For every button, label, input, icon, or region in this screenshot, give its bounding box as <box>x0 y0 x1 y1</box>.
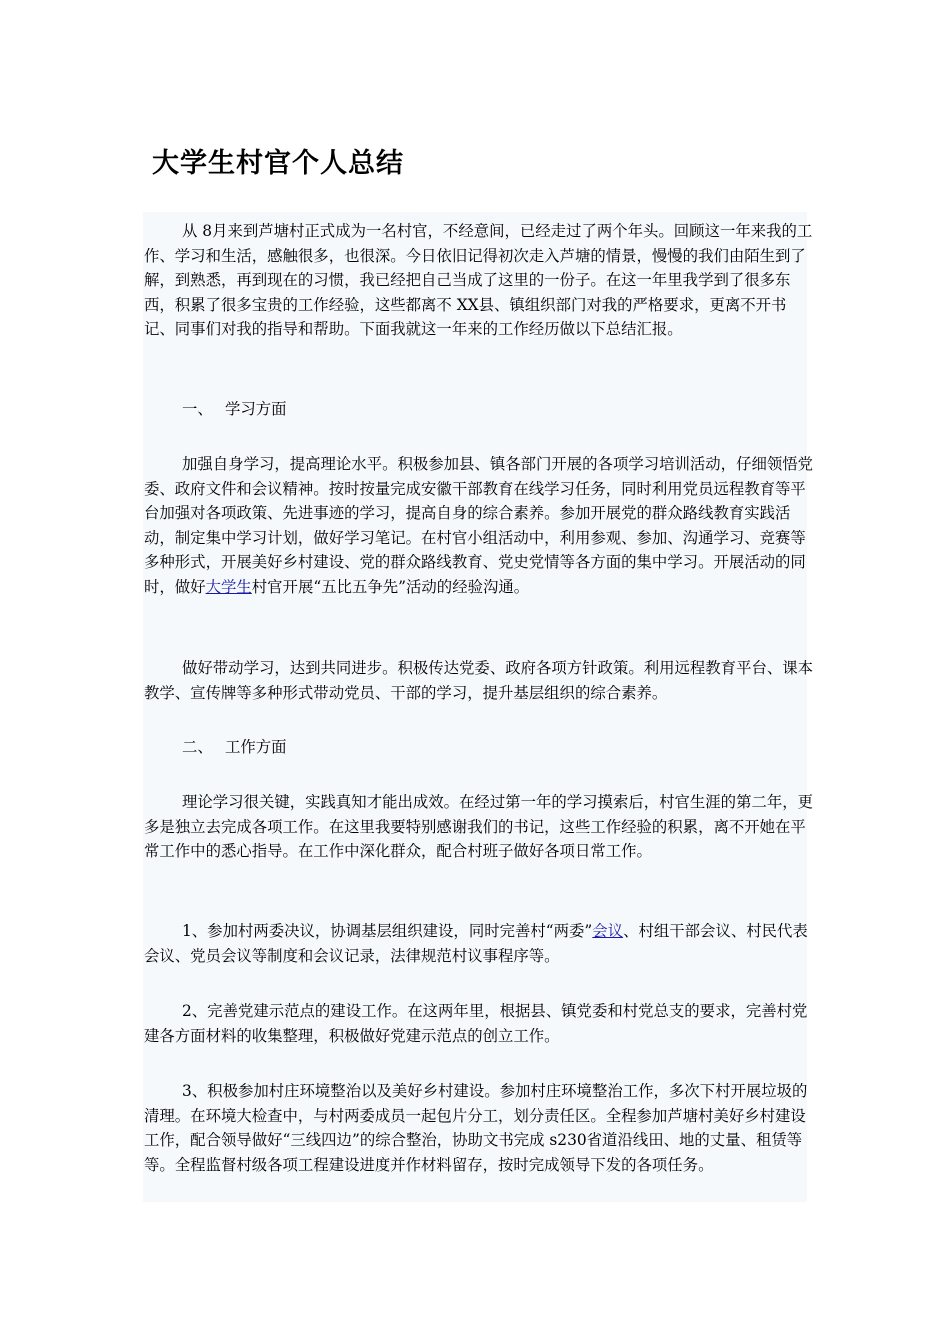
paragraph-text: 、村组干部会议、村民代表会议、党员会议等制度和会议记录，法律规范村议事程序等。 <box>144 922 808 965</box>
section-number: 一、 <box>182 400 213 418</box>
intro-paragraph: 从 8月来到芦塘村正式成为一名村官，不经意间，已经走过了两个年头。回顾这一年来我的工作、学习和生活，感触很多，也很深。今日依旧记得初次走入芦塘的情景，慢慢的我们由陌生到了解，到熟悉，再到现在的习惯，我已经把自己当成了这里的一份子。在这一年里我学到了很多东西，积累了很多宝贵的工作经验，这些都离不 XX县、镇组织部门对我的严格要求，更离不开书记、同事们对我的指导和帮助。下面我就这一年来的工作经历做以下总结汇报。 <box>144 222 813 339</box>
daxuesheng-link[interactable]: 大学生 <box>205 577 252 596</box>
section-label: 工作方面 <box>225 738 287 756</box>
work-item-2: 2、完善党建示范点的建设工作。在这两年里，根据县、镇党委和村党总支的要求，完善村党建各方面材料的收集整理，积极做好党建示范点的创立工作。 <box>144 1002 808 1045</box>
work-intro-paragraph: 理论学习很关键，实践真知才能出成效。在经过第一年的学习摸索后，村官生涯的第二年，更多是独立去完成各项工作。在这里我要特别感谢我们的书记，这些工作经验的积累，离不开她在平常工作中的悉心指导。在工作中深化群众，配合村班子做好各项日常工作。 <box>144 793 814 861</box>
work-item-1 <box>144 919 816 968</box>
paragraph-text: 加强自身学习，提高理论水平。积极参加县、镇各部门开展的各项学习培训活动，仔细领悟党委、政府文件和会议精神。按时按量完成安徽干部教育在线学习任务，同时利用党员远程教育等平台加强对各项政策、先进事迹的学习，提高自身的综合素养。参加开展党的群众路线教育实践活动，制定集中学习计划，做好学习笔记。在村官小组活动中，利用参观、参加、沟通学习、竞赛等多种形式，开展美好乡村建设、党的群众路线教育、党史党情等各方面的集中学习。开展活动的同时，做好 <box>144 455 814 596</box>
work-item-3: 3、积极参加村庄环境整治以及美好乡村建设。参加村庄环境整治工作，多次下村开展垃圾的清理。在环境大检查中，与村两委成员一起包片分工，划分责任区。全程参加芦塘村美好乡村建设工作，配合领导做好“三线四边”的综合整治，协助文书完成 s230省道沿线田、地的丈量、租赁等等。全程监督村级各项工程建设进度并作材料留存，按时完成领导下发的各项任务。 <box>144 1082 808 1174</box>
section-heading-study <box>182 397 287 422</box>
body-text-background <box>143 212 807 1202</box>
study-paragraph-2: 做好带动学习，达到共同进步。积极传达党委、政府各项方针政策。利用远程教育平台、课本教学、宣传牌等多种形式带动党员、干部的学习，提升基层组织的综合素养。 <box>144 659 814 702</box>
section-heading-work <box>182 735 287 760</box>
paragraph-text: 村官开展“五比五争先”活动的经验沟通。 <box>251 577 530 596</box>
section-label: 学习方面 <box>225 400 287 418</box>
study-paragraph-1 <box>144 452 816 600</box>
document-title: 大学生村官个人总结 <box>152 148 404 179</box>
paragraph-text: 1、参加村两委决议，协调基层组织建设，同时完善村“两委” <box>182 922 593 940</box>
huiyi-link[interactable]: 会议 <box>592 922 624 940</box>
section-number: 二、 <box>182 738 213 756</box>
